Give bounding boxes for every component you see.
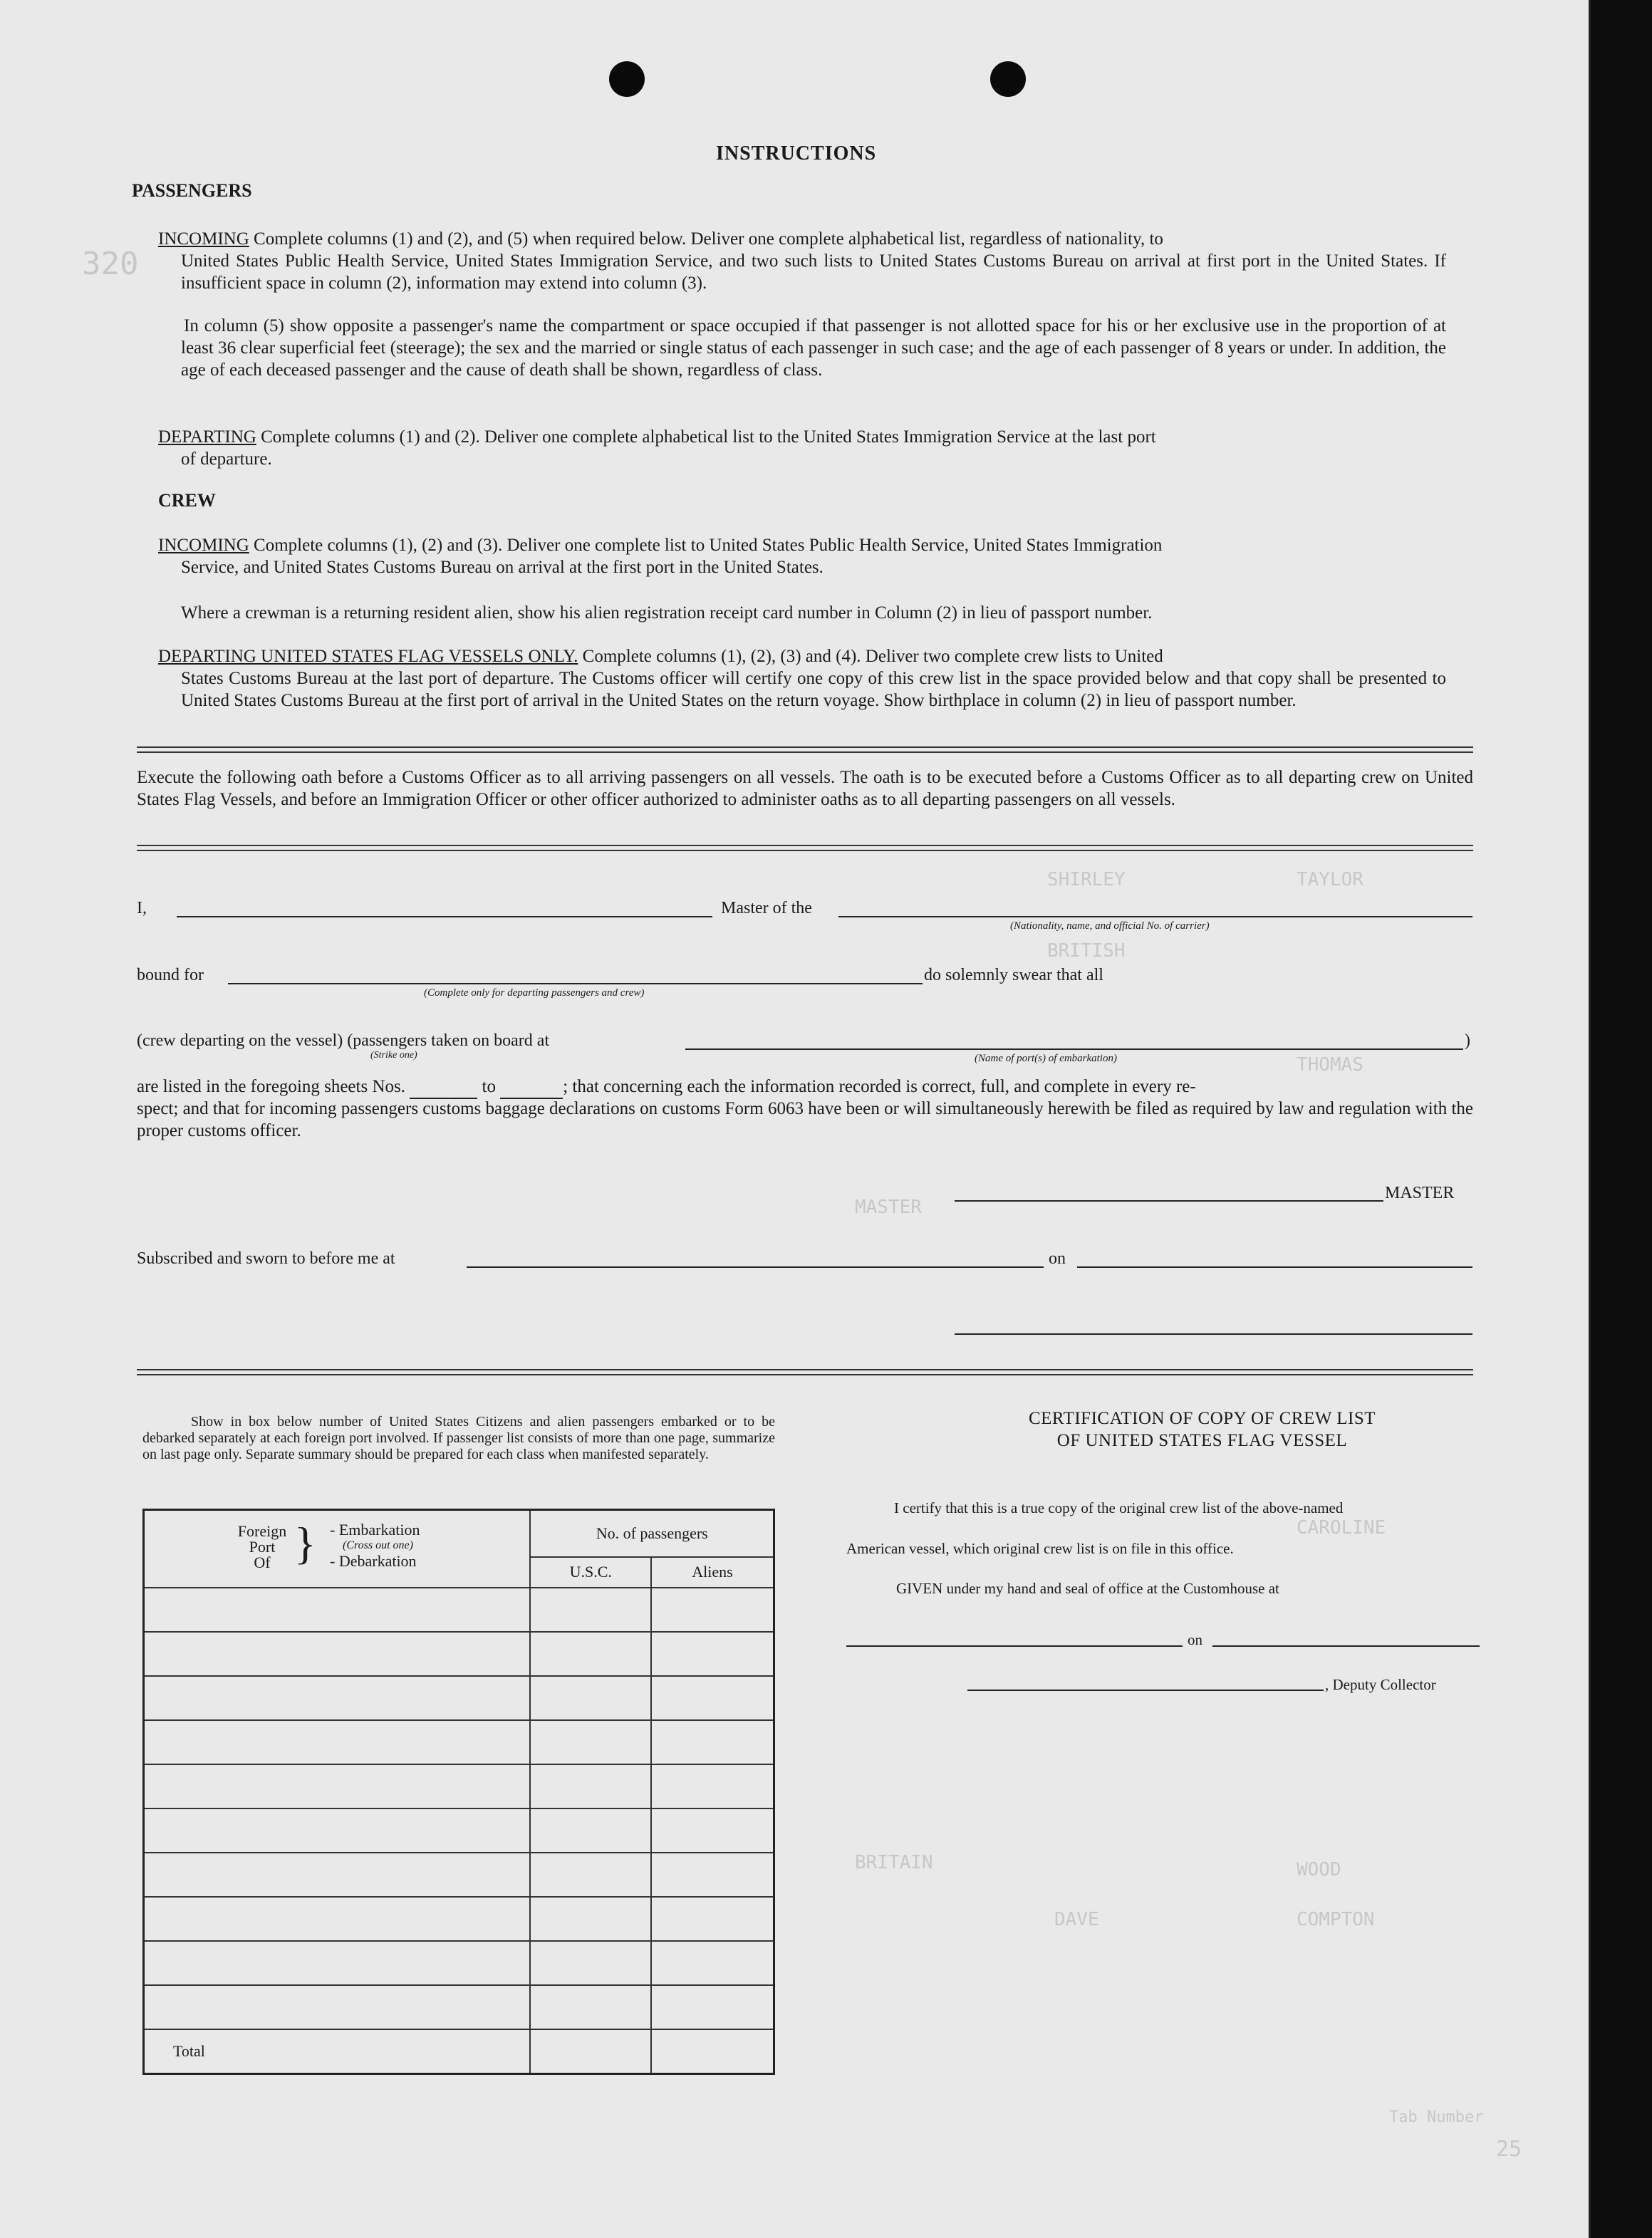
flag-vessels-label: DEPARTING UNITED STATES FLAG VESSELS ONLY. [158, 647, 578, 666]
bound-for-label: bound for [137, 966, 204, 984]
flag-vessels-text-cont: States Customs Bureau at the last port of departure. The Customs officer will certify one copy of this crew list in the space provided below and that copy shall be presented to United States Customs Bureau at the first port of arrival in the United States on the return voyage. Show birthplace in column (2) in lieu of passport number. [181, 669, 1446, 710]
port-cell[interactable] [144, 1588, 531, 1632]
oath-instructions: Execute the following oath before a Customs Officer as to all arriving passengers on all vessels. The oath is to be executed before a Customs Officer as to all departing crew on United States Flag Vessels, and before an Immigration Officer or other officer authorized to administer oaths as to all departing passengers on all vessels. [137, 768, 1473, 809]
usc-cell[interactable] [530, 1808, 651, 1853]
aliens-cell[interactable] [651, 1764, 774, 1808]
crew-incoming-text-cont: Service, and United States Customs Bureau on arrival at the first port in the United States. [181, 558, 824, 577]
usc-cell[interactable] [530, 1720, 651, 1764]
total-label: Total [144, 2029, 531, 2073]
master-label: MASTER [1385, 1184, 1455, 1202]
certification-title-line-1: CERTIFICATION OF COPY OF CREW LIST [1028, 1409, 1376, 1428]
bleed-through-text: BRITAIN [855, 1852, 933, 1873]
foreign-port-header [144, 1510, 531, 1588]
carrier-note: (Nationality, name, and official No. of carrier) [1010, 920, 1210, 932]
listed-text-a: are listed in the foregoing sheets Nos. [137, 1077, 405, 1096]
sworn-on-label: on [1049, 1249, 1066, 1268]
passengers-heading: PASSENGERS [132, 180, 252, 201]
section-divider [137, 845, 1473, 851]
crew-incoming-text: Complete columns (1), (2) and (3). Deliver one complete list to United States Public Health Service, United States Immigration [254, 536, 1163, 555]
crew-heading: CREW [158, 490, 216, 511]
sheet-from-field[interactable] [410, 1076, 477, 1099]
deputy-collector-label: , Deputy Collector [1325, 1676, 1436, 1693]
usc-cell[interactable] [530, 1676, 651, 1720]
punch-hole-right [990, 61, 1026, 97]
bleed-through-tab-number: Tab Number [1389, 2108, 1484, 2126]
cross-out-note: (Cross out one) [343, 1539, 413, 1551]
cert-date-field[interactable] [1212, 1645, 1480, 1647]
crew-passengers-label: (crew departing on the vessel) (passengers taken on board at [137, 1031, 550, 1050]
embarkation-option[interactable]: - Embarkation [330, 1521, 420, 1539]
foreign-label: Foreign [237, 1522, 287, 1540]
passengers-departing-line [158, 426, 1446, 448]
usc-cell[interactable] [530, 1853, 651, 1897]
port-cell[interactable] [144, 1808, 531, 1853]
departing-label: DEPARTING [158, 427, 256, 447]
aliens-total-cell[interactable] [651, 2029, 774, 2073]
bleed-through-sheet-number: 320 [82, 246, 139, 282]
solemnly-swear-text: do solemnly swear that all [924, 966, 1103, 984]
bound-for-field[interactable] [228, 983, 923, 984]
port-cell[interactable] [144, 1941, 531, 1985]
usc-cell[interactable] [530, 1897, 651, 1941]
port-label: Port [249, 1538, 276, 1556]
aliens-cell[interactable] [651, 1588, 774, 1632]
certification-title-line-2: OF UNITED STATES FLAG VESSEL [1056, 1431, 1348, 1450]
aliens-cell[interactable] [651, 1720, 774, 1764]
aliens-cell[interactable] [651, 1941, 774, 1985]
deputy-signature-field[interactable] [967, 1690, 1324, 1691]
customhouse-field[interactable] [846, 1645, 1183, 1647]
flag-vessels-line [158, 645, 1446, 667]
bleed-through-text: BRITISH [1047, 940, 1126, 962]
passengers-incoming-line [158, 228, 1446, 250]
aliens-cell[interactable] [651, 1897, 774, 1941]
passenger-summary-table [142, 1509, 775, 2075]
aliens-cell[interactable] [651, 1632, 774, 1676]
bleed-through-text: CAROLINE [1297, 1517, 1386, 1539]
sworn-place-field[interactable] [467, 1266, 1044, 1268]
crew-incoming-label: INCOMING [158, 536, 249, 555]
carrier-field[interactable] [838, 916, 1472, 917]
bleed-through-text: WOOD [1297, 1859, 1341, 1880]
of-label: Of [254, 1553, 271, 1571]
usc-total-cell[interactable] [530, 2029, 651, 2073]
certify-line-2: American vessel, which original crew list is on file in this office. [846, 1540, 1234, 1557]
port-cell[interactable] [144, 1764, 531, 1808]
summary-instructions: Show in box below number of United States Citizens and alien passengers embarked or to be debarked separately at each foreign port involved. If passenger list consists of more than one page, summarize on last page only. Separate summary should be prepared for each class when manifested separately. [142, 1414, 775, 1462]
port-cell[interactable] [144, 1985, 531, 2029]
close-paren: ) [1465, 1031, 1470, 1050]
cert-on-label: on [1188, 1631, 1202, 1648]
port-cell[interactable] [144, 1676, 531, 1720]
listed-to: to [482, 1077, 496, 1096]
oath-i-label: I, [137, 899, 147, 917]
passengers-departing-text-cont: of departure. [181, 449, 272, 469]
master-signature-field[interactable] [955, 1200, 1383, 1202]
usc-cell[interactable] [530, 1588, 651, 1632]
listed-text-b: ; that concerning each the information recorded is correct, full, and complete in every re- [563, 1077, 1196, 1096]
aliens-cell[interactable] [651, 1676, 774, 1720]
debarkation-option[interactable]: - Debarkation [330, 1552, 417, 1570]
embarkation-ports-field[interactable] [685, 1048, 1463, 1050]
aliens-cell[interactable] [651, 1853, 774, 1897]
bleed-through-text: COMPTON [1297, 1909, 1375, 1930]
listed-text-cont: spect; and that for incoming passengers customs baggage declarations on customs Form 6063 have been or will simultaneously herewith be filed as required by law and regulation with the proper customs officer. [137, 1099, 1473, 1140]
usc-cell[interactable] [530, 1985, 651, 2029]
usc-cell[interactable] [530, 1632, 651, 1676]
port-cell[interactable] [144, 1632, 531, 1676]
subscribed-label: Subscribed and sworn to before me at [137, 1249, 395, 1268]
sworn-date-field[interactable] [1077, 1266, 1472, 1268]
flag-vessels-text: Complete columns (1), (2), (3) and (4). Deliver two complete crew lists to United [582, 647, 1163, 666]
officer-signature-field[interactable] [955, 1333, 1472, 1335]
page-title: INSTRUCTIONS [716, 142, 877, 165]
section-divider [137, 746, 1473, 753]
no-of-passengers-header: No. of passengers [530, 1510, 774, 1557]
certify-line-1: I certify that this is a true copy of the original crew list of the above-named [894, 1499, 1344, 1516]
master-name-field[interactable] [177, 916, 712, 917]
section-divider [137, 1369, 1473, 1375]
master-of-the-label: Master of the [721, 899, 812, 917]
port-cell[interactable] [144, 1897, 531, 1941]
bleed-through-text: TAYLOR [1297, 869, 1363, 890]
sheet-to-field[interactable] [500, 1076, 563, 1099]
bleed-through-text: DAVE [1054, 1909, 1099, 1930]
listed-line [137, 1076, 1196, 1099]
strike-one-note: (Strike one) [370, 1050, 417, 1061]
punch-hole-left [609, 61, 645, 97]
aliens-cell[interactable] [651, 1808, 774, 1853]
bleed-through-page-number: 25 [1496, 2137, 1522, 2162]
bleed-through-text: THOMAS [1297, 1054, 1363, 1076]
certification-title [926, 1407, 1478, 1452]
brace-icon: } [294, 1518, 316, 1568]
column5-instructions: In column (5) show opposite a passenger's name the compartment or space occupied if that passenger is not allotted space for his or her exclusive use in the proportion of at least 36 clear superficial feet (steerage); the sex and the married or single status of each passenger in such case; and the age of each passenger of 8 years or under. In addition, the age of each deceased passenger and the cause of death shall be shown, regardless of class. [181, 316, 1446, 380]
port-cell[interactable] [144, 1720, 531, 1764]
resident-alien-instructions: Where a crewman is a returning resident alien, show his alien registration receipt card number in Column (2) in lieu of passport number. [181, 603, 1153, 623]
aliens-header: Aliens [651, 1557, 774, 1588]
bleed-through-text: SHIRLEY [1047, 869, 1126, 890]
passengers-departing-text: Complete columns (1) and (2). Deliver one complete alphabetical list to the United States Immigration Service at the last port [261, 427, 1156, 447]
crew-incoming-line [158, 534, 1446, 556]
passengers-incoming-text: Complete columns (1) and (2), and (5) when required below. Deliver one complete alphabetical list, regardless of nationality, to [254, 229, 1163, 249]
ports-note: (Name of port(s) of embarkation) [975, 1053, 1117, 1064]
passengers-incoming-text-cont: United States Public Health Service, United States Immigration Service, and two such lists to United States Customs Bureau on arrival at first port in the United States. If insufficient space in column (2), information may extend into column (3). [181, 251, 1446, 293]
port-cell[interactable] [144, 1853, 531, 1897]
bound-for-note: (Complete only for departing passengers and crew) [424, 987, 645, 999]
usc-cell[interactable] [530, 1764, 651, 1808]
incoming-label: INCOMING [158, 229, 249, 249]
given-under-hand: GIVEN under my hand and seal of office at the Customhouse at [896, 1580, 1279, 1597]
bleed-through-text: MASTER [855, 1197, 922, 1218]
usc-header: U.S.C. [530, 1557, 651, 1588]
aliens-cell[interactable] [651, 1985, 774, 2029]
usc-cell[interactable] [530, 1941, 651, 1985]
